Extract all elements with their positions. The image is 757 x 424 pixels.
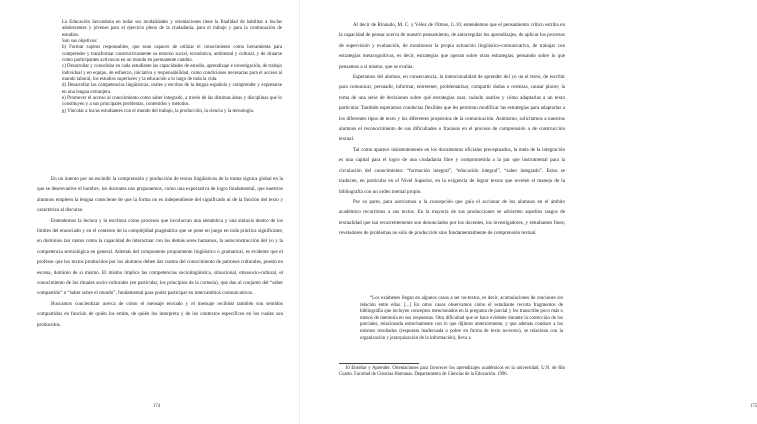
right-quote-block: [360, 296, 563, 342]
page-number-left: 174: [153, 404, 161, 409]
body-paragraph: Tal como aparece insistentemente en los documentos oficiales preceptuados, la meta de la integración es una capital para el logro de una ciudadanía libre y comprometida a la par que instrumental para la circulación del conocimiento: “formación integral”, “educación integral”, “saber integrado”. Estos se traducen, en particular en el Nivel Superior, en la exigencia de lograr textos que revelen el manejo de la bibliografía con un orden mental propio.: [339, 146, 565, 195]
footnote-rule: [339, 363, 419, 364]
body-paragraph: Por su parte, para acercarnos a la concepción que guía el accionar de los alumnos en el ámbito académico recurrimos a sus textos. En la mayoría de sus producciones se advierten aquellos rasgos de textualidad que tan recurrentemente son denunciados por los docentes, los investigadores, y estudiantes fines; reveladores de problemas no sólo de producción sino fundamentalmente de comprensión textual.: [339, 198, 565, 237]
left-quote-block: [62, 20, 282, 115]
quote-paragraph: Son sus objetivos:: [62, 39, 98, 45]
footnote-text: 10 Enseñar y Aprender. Orientaciones para favorecer los aprendizajes académicos en la universidad. U.N. de Río Cuarto. Facultad de Ciencias Humanas. Departamento de Ciencias de la Educación. 1996.: [339, 366, 565, 378]
body-paragraph: Buscamos concientizar acerca de cómo el mensaje enviado y el mensaje recibido también son sentidos compartidos en función de quién los emite, de quién los interpreta y de los contextos específicos en los cuales son producidos.: [37, 300, 283, 328]
page-number-right: 175: [750, 404, 757, 409]
body-paragraph: Entendemos la lectura y la escritura como procesos que involucran una semántica y una sintaxis dentro de los límites del enunciado y en el contexto de la complejidad pragmática que se pone en juego en toda práctica significante, en dominios tan vastos como la capacidad de interactuar con los demás seres humanos, la autoconstrucción del yo y la competencia semiológica en general. Además del componente propiamente lingüístico o gramatical, es evidente que el profesor que los textos producidos por los alumnos deben dar cuenta del conocimiento de patrones culturales, puesto en escena, dominio de sí mismo. El mismo implica las competencias sociolingüística, situacional, etnosocio-cultural, el conocimiento de los rituales socio-culturales (en particular, los principios de la cortesía), que dan al conjunto del “saber compartido” o “saber sobre el mundo”, fundamental para poder participar en intercambios comunicativos.: [37, 217, 283, 297]
quote-paragraph: g) Vincular a los/as estudiantes con el mundo del trabajo, la producción, la ciencia y la tecnología.: [62, 108, 255, 114]
quote-paragraph: La Educación Secundaria en todas sus modalidades y orientaciones tiene la finalidad de habilitar a los/las adolescentes y jóvenes para el ejercicio pleno de la ciudadanía, para el trabajo y para la continuación de estudios.: [62, 20, 282, 38]
left-body-text: [37, 174, 283, 330]
footnote: [339, 366, 565, 379]
body-paragraph: En un intento por no escindir la comprensión y producción de textos lingüísticos de la trama signica global en la que se desenvuelve el hombre, los docentes nos proponemos, como una expectativa de logro fundamental, que nuestros alumnos empleen la lengua consciente de que la forma no es independiente del significado ni de la función del texto y caracteriza al discurso.: [37, 176, 283, 214]
left-page: [0, 0, 300, 424]
quote-paragraph: c) Desarrollar y consolidar en cada estudiante las capacidades de estudio, aprendizaje e investigación, de trabajo individual y en equipo, de esfuerzo, iniciativa y responsabilidad, como condiciones necesarias para el acceso al mundo laboral, los estudios superiores y la educación a lo largo de toda la vida.: [62, 64, 282, 83]
quote-paragraph: d) Desarrollar las competencias lingüísticas, orales y escritas de la lengua española y comprender y expresarse en una lengua extranjera.: [62, 83, 282, 95]
quote-paragraph: b) Formar sujetos responsables, que sean capaces de utilizar el conocimiento como herramienta para comprender y transformar constructivamente su entorno social, económico, ambiental y cultural, y de situarse como participantes activos/as en un mundo en permanente cambio.: [62, 45, 282, 64]
right-body-text: [339, 20, 565, 239]
body-paragraph: Esperamos del alumno, en consecuencia, la intencionalidad de aprender del yo un el texto, de escribir para comunicar, persuadir, informar, entretener, problematizar, compartir dudas o certezas, causar placer; la toma de una serie de decisiones sobre qué estrategias usar, cuándo usarlas y cómo adaptarlas a un texto particular. También esperamos conductas flexibles que les permitan modificar las estrategias para adaptarlas a los diferentes tipos de texto y los diferentes propósitos de la comunicación. Asimismo, solicitamos a nuestros alumnos el reconocimiento de sus dificultades o fracasos en el proceso de comprensión o de construcción textual.: [339, 74, 565, 143]
body-paragraph: Al decir de Rinaudo, M. C. y Vélez de Olmos, G.10, entendemos que el pensamiento crítico estriba en la capacidad de pensar acerca de nuestro pensamiento, de autorregular los aprendizajes, de aplicar los procesos de supervisión y evaluación, de monitorear la propia actuación lingüístico-comunicativa, de trabajar con estrategias metacognitivas, es decir, estrategias que operan sobre otras estrategias, pensando sobre lo que pensamos a sí mismo, que se evalúa.: [339, 22, 565, 70]
quote-paragraph: e) Promover el acceso al conocimiento como saber integrado, a través de las distintas áreas y disciplinas que lo constituyen y a sus principales problemas, contenidos y métodos.: [62, 96, 282, 108]
quote-paragraph: “Los exámenes llegan en algunos casos a ser no-textos, es decir, acumulaciones de oraciones sin relación entre ellas. [...] En otros casos observamos cómo el estudiante recorta fragmentos de bibliografía que incluyen conceptos mencionados en la pregunta de parcial y los transcribe poco más o menos de memoria en sus respuestas. Otra dificultad que se hace evidente durante la corrección de los parciales, relacionada estrechamente con lo que dijimos anteriormente, y que además conduce a los mismos resultados (respuesta inadecuada o pobre en forma de texto no-texto), se relaciona con la organización y jerarquización de la información), lleva a: [360, 296, 563, 341]
